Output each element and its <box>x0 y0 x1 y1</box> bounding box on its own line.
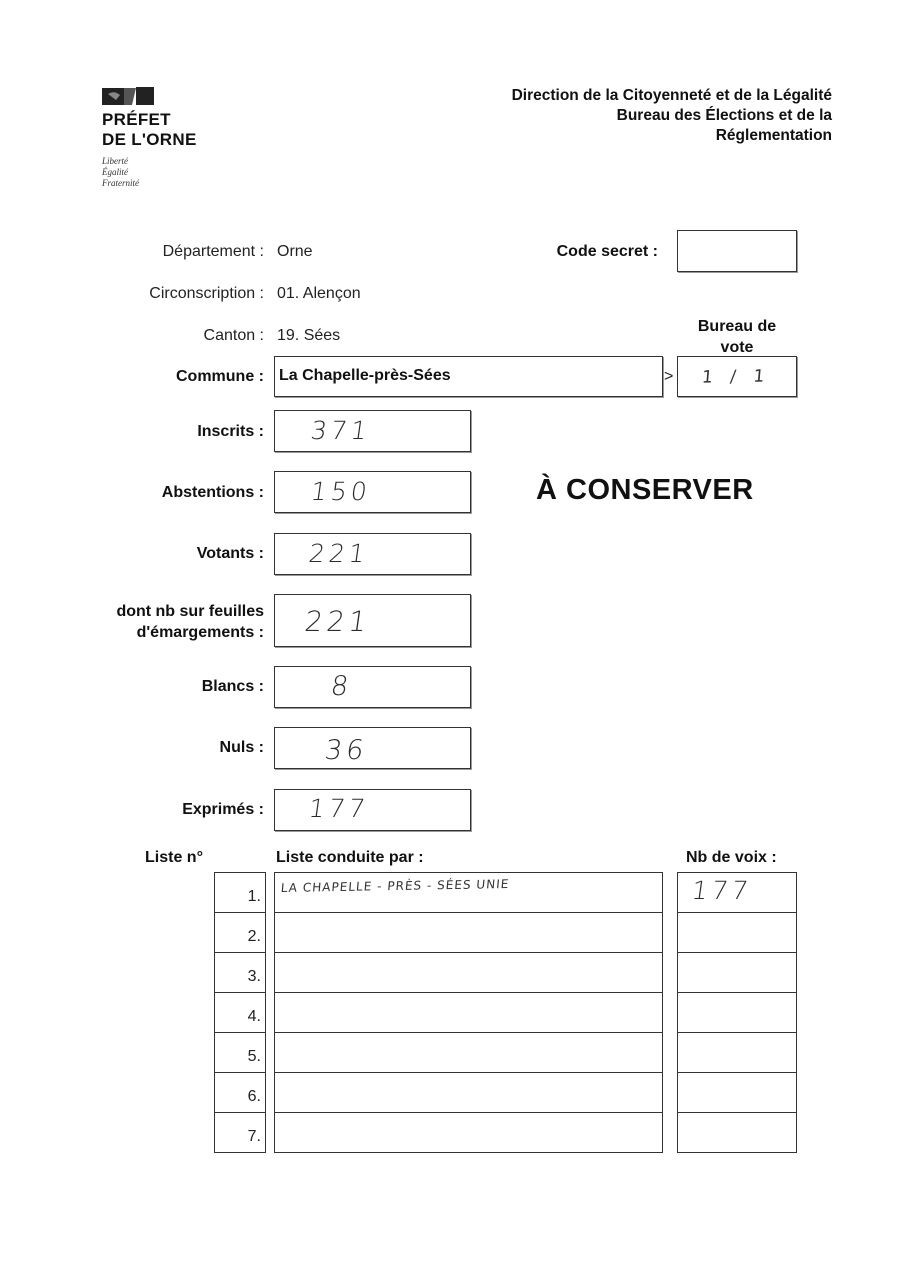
nuls-value: 36 <box>322 735 370 766</box>
list-number: 1. <box>247 888 261 905</box>
emargement-label <box>116 601 264 643</box>
list-number-cell <box>214 952 266 993</box>
direction-line-3: Réglementation <box>715 127 832 144</box>
list-number: 7. <box>247 1128 261 1145</box>
list-number-cell <box>214 912 266 953</box>
blancs-label: Blancs : <box>201 678 264 695</box>
list-number-cell <box>214 992 266 1033</box>
motto-fraternite: Fraternité <box>102 178 139 188</box>
list-name-input[interactable] <box>274 872 663 913</box>
list-votes-input[interactable] <box>677 952 797 993</box>
list-number-cell <box>214 1112 266 1153</box>
motto-liberte: Liberté <box>102 156 128 166</box>
col-header-nb-voix: Nb de voix : <box>686 849 777 866</box>
list-number-cell <box>214 1072 266 1113</box>
bureau-label <box>677 316 797 358</box>
code-secret-input[interactable] <box>677 230 797 272</box>
motto-egalite: Égalité <box>102 167 128 177</box>
direction-heading <box>412 86 832 146</box>
canton-value: 19. Sées <box>277 327 341 344</box>
list-name-input[interactable] <box>274 952 663 993</box>
list-votes-input[interactable] <box>677 912 797 953</box>
list-votes-input[interactable] <box>677 1072 797 1113</box>
list-number: 3. <box>247 968 261 985</box>
bureau-vote-value: 1 / 1 <box>701 366 772 388</box>
list-votes: 177 <box>689 876 754 905</box>
code-secret-label: Code secret : <box>556 243 658 260</box>
list-name-input[interactable] <box>274 1112 663 1153</box>
exprimes-value: 177 <box>306 794 371 823</box>
bureau-arrow: > <box>664 368 674 385</box>
emargement-label-line2: d'émargements : <box>136 624 264 641</box>
list-name-input[interactable] <box>274 1072 663 1113</box>
list-number: 6. <box>247 1088 261 1105</box>
abstentions-label: Abstentions : <box>161 484 264 501</box>
circonscription-value: 01. Alençon <box>277 285 361 302</box>
departement-value: Orne <box>277 243 313 260</box>
emargement-input[interactable] <box>274 594 471 647</box>
emargement-value: 221 <box>302 605 373 638</box>
emargement-label-line1: dont nb sur feuilles <box>116 603 264 620</box>
logo-line-orne: DE L'ORNE <box>102 130 197 149</box>
blancs-value: 8 <box>328 671 355 702</box>
prefecture-logo <box>102 86 222 196</box>
canton-label: Canton : <box>203 327 264 344</box>
list-votes-input[interactable] <box>677 1112 797 1153</box>
list-votes-input[interactable] <box>677 872 797 913</box>
direction-line-2: Bureau des Élections et de la <box>616 107 832 124</box>
abstentions-input[interactable] <box>274 471 471 513</box>
commune-field <box>274 356 663 397</box>
votants-input[interactable] <box>274 533 471 575</box>
nuls-input[interactable] <box>274 727 471 769</box>
list-votes-input[interactable] <box>677 1032 797 1073</box>
list-name-input[interactable] <box>274 912 663 953</box>
list-number: 4. <box>247 1008 261 1025</box>
abstentions-value: 150 <box>308 477 373 506</box>
inscrits-value: 371 <box>308 416 373 445</box>
exprimes-label: Exprimés : <box>182 801 264 818</box>
list-name: LA CHAPELLE - PRÈS - SÉES UNIE <box>280 877 510 895</box>
circonscription-label: Circonscription : <box>149 285 264 302</box>
commune-value: La Chapelle-près-Sées <box>279 367 451 384</box>
list-name-input[interactable] <box>274 992 663 1033</box>
commune-label: Commune : <box>176 368 264 385</box>
blancs-input[interactable] <box>274 666 471 708</box>
inscrits-label: Inscrits : <box>197 423 264 440</box>
votants-label: Votants : <box>196 545 264 562</box>
bureau-label-line1: Bureau de <box>697 318 777 335</box>
list-number-cell <box>214 872 266 913</box>
a-conserver-stamp: À CONSERVER <box>536 474 754 506</box>
nuls-label: Nuls : <box>219 739 264 756</box>
logo-line-prefet: PRÉFET <box>102 110 171 129</box>
col-header-liste-conduite: Liste conduite par : <box>276 849 424 866</box>
marianne-flag-icon <box>102 86 154 106</box>
list-votes-input[interactable] <box>677 992 797 1033</box>
inscrits-input[interactable] <box>274 410 471 452</box>
direction-line-1: Direction de la Citoyenneté et de la Légalité <box>511 87 832 104</box>
list-number: 2. <box>247 928 261 945</box>
col-header-liste-num: Liste n° <box>145 849 203 866</box>
exprimes-input[interactable] <box>274 789 471 831</box>
votants-value: 221 <box>306 539 371 568</box>
bureau-vote-field[interactable] <box>677 356 797 397</box>
bureau-label-line2: vote <box>720 339 754 356</box>
list-name-input[interactable] <box>274 1032 663 1073</box>
departement-label: Département : <box>162 243 264 260</box>
list-number: 5. <box>247 1048 261 1065</box>
list-number-cell <box>214 1032 266 1073</box>
